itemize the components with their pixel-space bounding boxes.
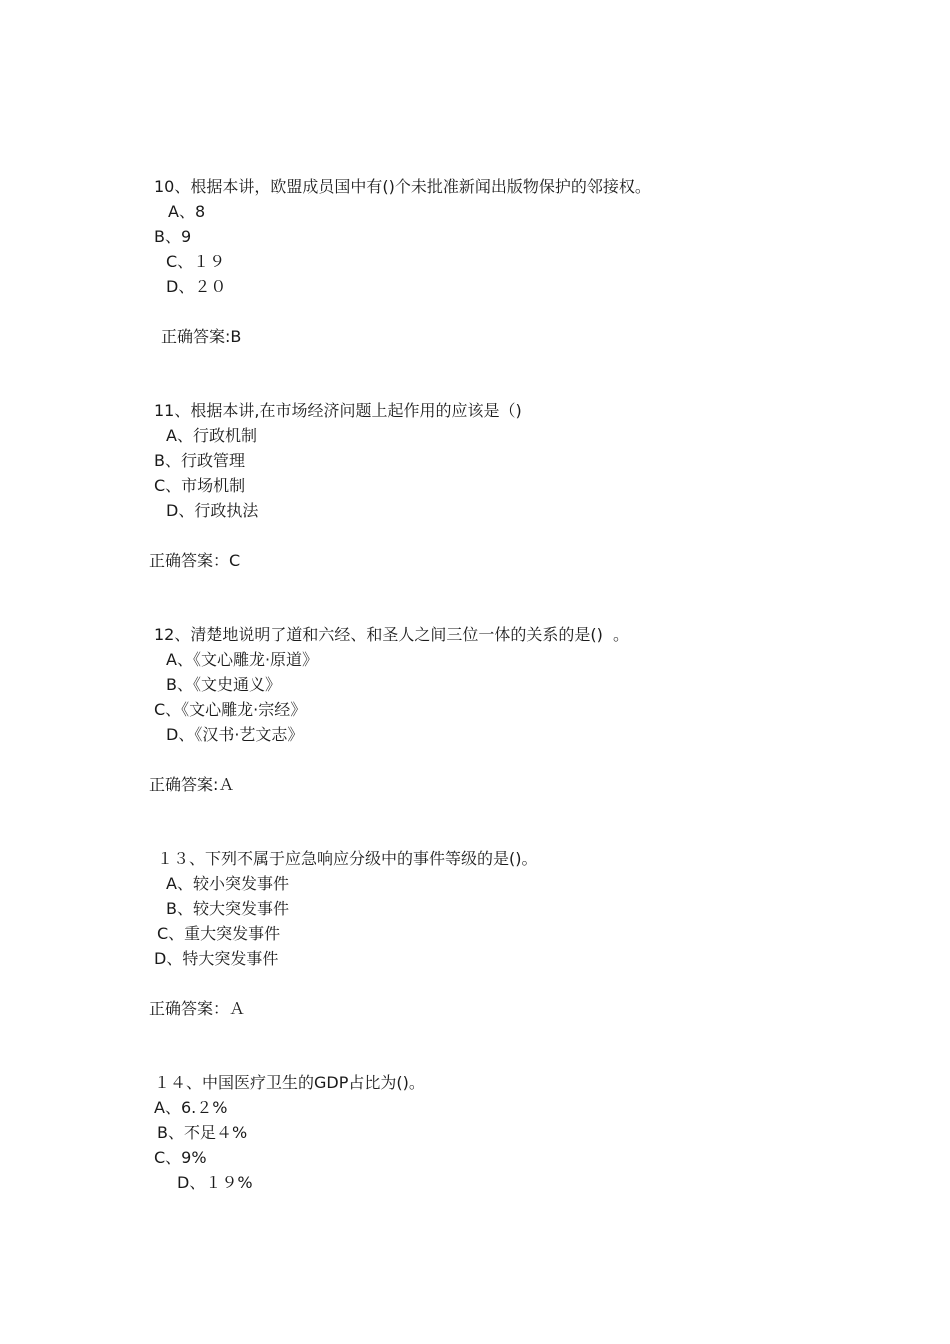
question-12-answer: 正确答案:Ａ bbox=[149, 775, 235, 794]
question-11-stem: 11、根据本讲,在市场经济问题上起作用的应该是（) bbox=[154, 401, 522, 420]
question-12-option-a: A、《文心雕龙·原道》 bbox=[166, 650, 319, 669]
question-13-stem: １３、下列不属于应急响应分级中的事件等级的是()。 bbox=[157, 849, 538, 868]
question-13-option-d: D、特大突发事件 bbox=[154, 949, 279, 968]
question-13-option-b: B、较大突发事件 bbox=[166, 899, 289, 918]
question-13-option-c: C、重大突发事件 bbox=[157, 924, 281, 943]
question-14-option-c: C、9% bbox=[154, 1148, 207, 1167]
question-13-answer: 正确答案：Ａ bbox=[149, 999, 246, 1018]
question-11-option-b: B、行政管理 bbox=[154, 451, 245, 470]
question-10-option-d: D、２０ bbox=[166, 277, 227, 296]
question-14-option-b: B、不足４% bbox=[157, 1123, 248, 1142]
question-11-option-a: A、行政机制 bbox=[166, 426, 257, 445]
question-10-stem: 10、根据本讲，欧盟成员国中有()个未批准新闻出版物保护的邻接权。 bbox=[154, 177, 651, 196]
question-12-option-b: B、《文史通义》 bbox=[166, 675, 281, 694]
question-13-option-a: A、较小突发事件 bbox=[166, 874, 289, 893]
question-10-option-c: C、１９ bbox=[166, 252, 226, 271]
question-14-option-a: A、6.２% bbox=[154, 1098, 228, 1117]
question-10-option-a: A、8 bbox=[168, 202, 206, 221]
question-11-option-d: D、行政执法 bbox=[166, 501, 259, 520]
question-12-option-d: D、《汉书·艺文志》 bbox=[166, 725, 304, 744]
question-11-answer: 正确答案：C bbox=[149, 551, 241, 570]
question-10-option-b: B、9 bbox=[154, 227, 192, 246]
question-12-option-c: C、《文心雕龙·宗经》 bbox=[154, 700, 307, 719]
question-14-option-d: D、１９% bbox=[177, 1173, 253, 1192]
question-11-option-c: C、市场机制 bbox=[154, 476, 246, 495]
question-12-stem: 12、清楚地说明了道和六经、和圣人之间三位一体的关系的是() 。 bbox=[154, 625, 630, 644]
question-14-stem: １４、中国医疗卫生的GDP占比为()。 bbox=[154, 1073, 425, 1092]
question-10-answer: 正确答案:B bbox=[161, 327, 242, 346]
